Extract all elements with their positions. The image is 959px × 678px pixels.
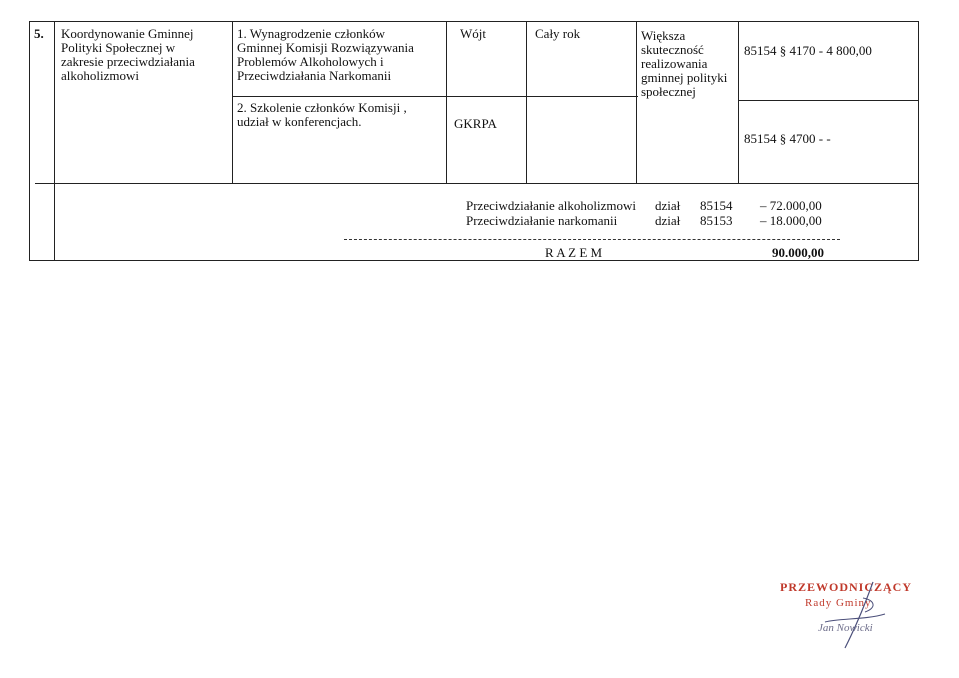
table-right-border — [918, 21, 919, 261]
action-1-line-4: Przeciwdziałania Narkomanii — [237, 68, 392, 83]
left-stub-line — [35, 183, 54, 184]
col-divider-4 — [526, 21, 527, 183]
effect-line-3: realizowania — [641, 56, 708, 71]
task-line-2: Polityki Społecznej w — [61, 40, 176, 55]
period: Cały rok — [535, 26, 581, 41]
table-left-border — [29, 21, 30, 261]
task-line-4: alkoholizmowi — [61, 68, 139, 83]
summary-1-section: 85154 — [700, 198, 733, 213]
total-amount: 90.000,00 — [772, 245, 824, 260]
responsible-2: GKRPA — [454, 116, 497, 131]
summary-1-label: Przeciwdziałanie alkoholizmowi — [466, 198, 637, 213]
effect-line-4: gminnej polityki — [641, 70, 728, 85]
table-bottom-border — [29, 260, 919, 261]
stamp-name: Jan Nowicki — [818, 622, 873, 634]
col-divider-5 — [636, 21, 637, 183]
task-line-3: zakresie przeciwdziałania — [61, 54, 195, 69]
action-1-line-1: 1. Wynagrodzenie członków — [237, 26, 386, 41]
summary-2-label: Przeciwdziałanie narkomanii — [466, 213, 618, 228]
budget-1: 85154 § 4170 - 4 800,00 — [744, 43, 872, 58]
row-divider-budget — [738, 100, 919, 101]
task-line-1: Koordynowanie Gminnej — [61, 26, 194, 41]
col-divider-3 — [446, 21, 447, 183]
effect-line-2: skuteczność — [641, 42, 704, 57]
stamp-body: Rady Gminy — [805, 597, 872, 609]
row-divider-mid — [232, 96, 638, 97]
summary-2-section: 85153 — [700, 213, 733, 228]
summary-1-section-label: dział — [655, 198, 681, 213]
summary-1-amount: – 72.000,00 — [760, 198, 822, 213]
responsible-1: Wójt — [460, 26, 486, 41]
signature-mark — [815, 578, 895, 658]
stamp-title: PRZEWODNICZĄCY — [780, 580, 913, 594]
col-divider-6 — [738, 21, 739, 183]
summary-2-section-label: dział — [655, 213, 681, 228]
table-top-border — [29, 21, 919, 22]
action-2-line-2: udział w konferencjach. — [237, 114, 362, 129]
effect-line-1: Większa — [641, 28, 686, 43]
col-divider-1 — [54, 21, 55, 261]
effect-line-5: społecznej — [641, 84, 696, 99]
summary-2-amount: – 18.000,00 — [760, 213, 822, 228]
budget-2: 85154 § 4700 - - — [744, 131, 831, 146]
col-divider-2 — [232, 21, 233, 183]
row-number: 5. — [34, 26, 44, 41]
action-1-line-3: Problemów Alkoholowych i — [237, 54, 384, 69]
summary-dashed-rule — [344, 239, 840, 240]
action-1-line-2: Gminnej Komisji Rozwiązywania — [237, 40, 414, 55]
total-label: R A Z E M — [545, 245, 603, 260]
action-2-line-1: 2. Szkolenie członków Komisji , — [237, 100, 407, 115]
row-divider-main — [54, 183, 919, 184]
